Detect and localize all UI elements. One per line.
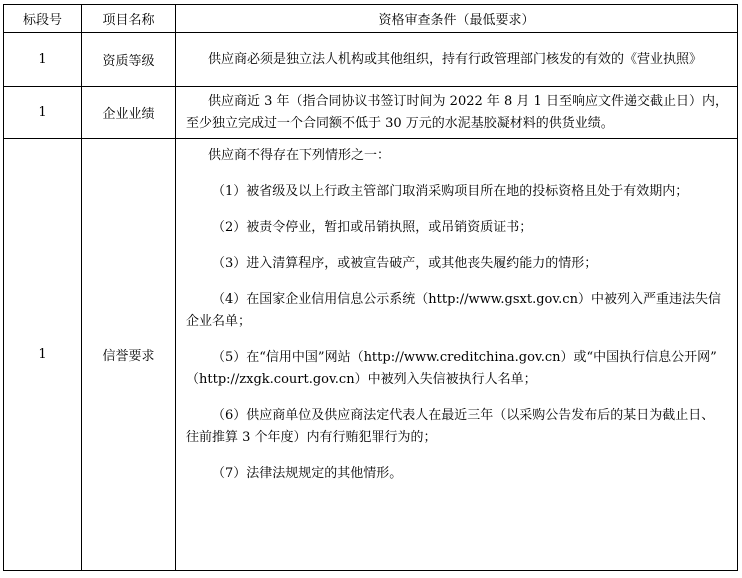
requirement-cell [176,139,738,571]
section-no-cell: 1 [4,139,82,571]
requirement-item: （4）在国家企业信用信息公示系统（http://www.gsxt.gov.cn）中被列入严重违法失信 [212,292,721,307]
requirement-cell [176,33,738,87]
requirement-cell [176,87,738,139]
requirement-item: （5）在“信用中国”网站（http://www.creditchina.gov.cn）或“中国执行信息公开网” [212,350,717,365]
requirement-item: （7）法律法规规定的其他情形。 [212,466,403,481]
table-row [4,33,738,87]
requirement-text: 供应商必须是独立法人机构或其他组织，持有行政管理部门核发的有效的《营业执照》 [208,51,703,67]
item-name-cell: 企业业绩 [82,87,176,139]
item-name-cell: 资质等级 [82,33,176,87]
requirement-item: （1）被省级及以上行政主管部门取消采购项目所在地的投标资格且处于有效期内； [212,184,689,199]
header-item-name: 项目名称 [82,5,176,33]
requirement-text-line: 至少独立完成过一个合同额不低于 30 万元的水泥基胶凝材料的供货业绩。 [186,115,614,131]
section-no-cell: 1 [4,33,82,87]
table-header-row [4,5,738,33]
requirement-item: （2）被责令停业，暂扣或吊销执照，或吊销资质证书； [212,220,533,235]
header-section-no: 标段号 [4,5,82,33]
qualification-table [3,4,738,571]
table-row [4,139,738,571]
requirement-item: （3）进入清算程序，或被宣告破产，或其他丧失履约能力的情形； [212,256,598,271]
requirement-item-continuation: 企业名单； [186,314,252,329]
requirement-item-continuation: 往前推算 3 个年度）内有行贿犯罪行为的； [186,430,437,445]
requirement-intro: 供应商不得存在下列情形之一： [208,148,391,163]
table-row [4,87,738,139]
section-no-cell: 1 [4,87,82,139]
requirement-text-line: 供应商近 3 年（指合同协议书签订时间为 2022 年 8 月 1 日至响应文件递交截止日）内， [208,93,728,109]
requirement-item-continuation: （http://zxgk.court.gov.cn）中被列入失信被执行人名单； [186,372,537,387]
item-name-cell: 信誉要求 [82,139,176,571]
header-requirements: 资格审查条件（最低要求） [176,5,738,33]
requirement-item: （6）供应商单位及供应商法定代表人在最近三年（以采购公告发布后的某日为截止日、 [212,408,715,423]
